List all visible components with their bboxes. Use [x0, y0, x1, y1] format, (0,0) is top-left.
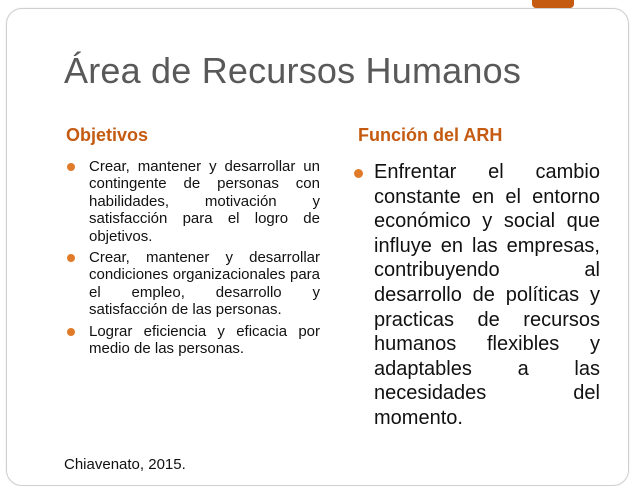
list-item — [66, 249, 320, 319]
objetivos-list — [66, 158, 320, 361]
list-item — [352, 160, 600, 431]
bullet-dot-icon — [67, 163, 75, 171]
citation: Chiavenato, 2015. — [64, 456, 186, 473]
objetivos-heading: Objetivos — [66, 125, 149, 145]
bullet-dot-icon — [354, 169, 363, 178]
list-item-text: Lograr eficiencia y eficacia por medio de las personas. — [89, 322, 320, 358]
list-item-text: Enfrentar el cambio constante en el entorno económico y social que influye en las empresas, contribuyendo al desarrollo de políticas y practicas de recursos humanos flexibles y adaptables a las necesidades del momento. — [374, 161, 600, 429]
bullet-dot-icon — [67, 328, 75, 336]
page-title: Área de Recursos Humanos — [64, 50, 522, 91]
list-item-text: Crear, mantener y desarrollar condiciones organizacionales para el empleo, desarrollo y satisfacción de las personas. — [89, 249, 320, 319]
funcion-arh-heading: Función del ARH — [358, 125, 503, 145]
list-item — [66, 323, 320, 358]
funcion-list — [352, 160, 600, 431]
accent-tab — [532, 0, 574, 8]
bullet-dot-icon — [67, 254, 75, 262]
list-item-text: Crear, mantener y desarrollar un contingente de personas con habilidades, motivación y satisfacción para el logro de objetivos. — [89, 158, 320, 245]
list-item — [66, 158, 320, 245]
